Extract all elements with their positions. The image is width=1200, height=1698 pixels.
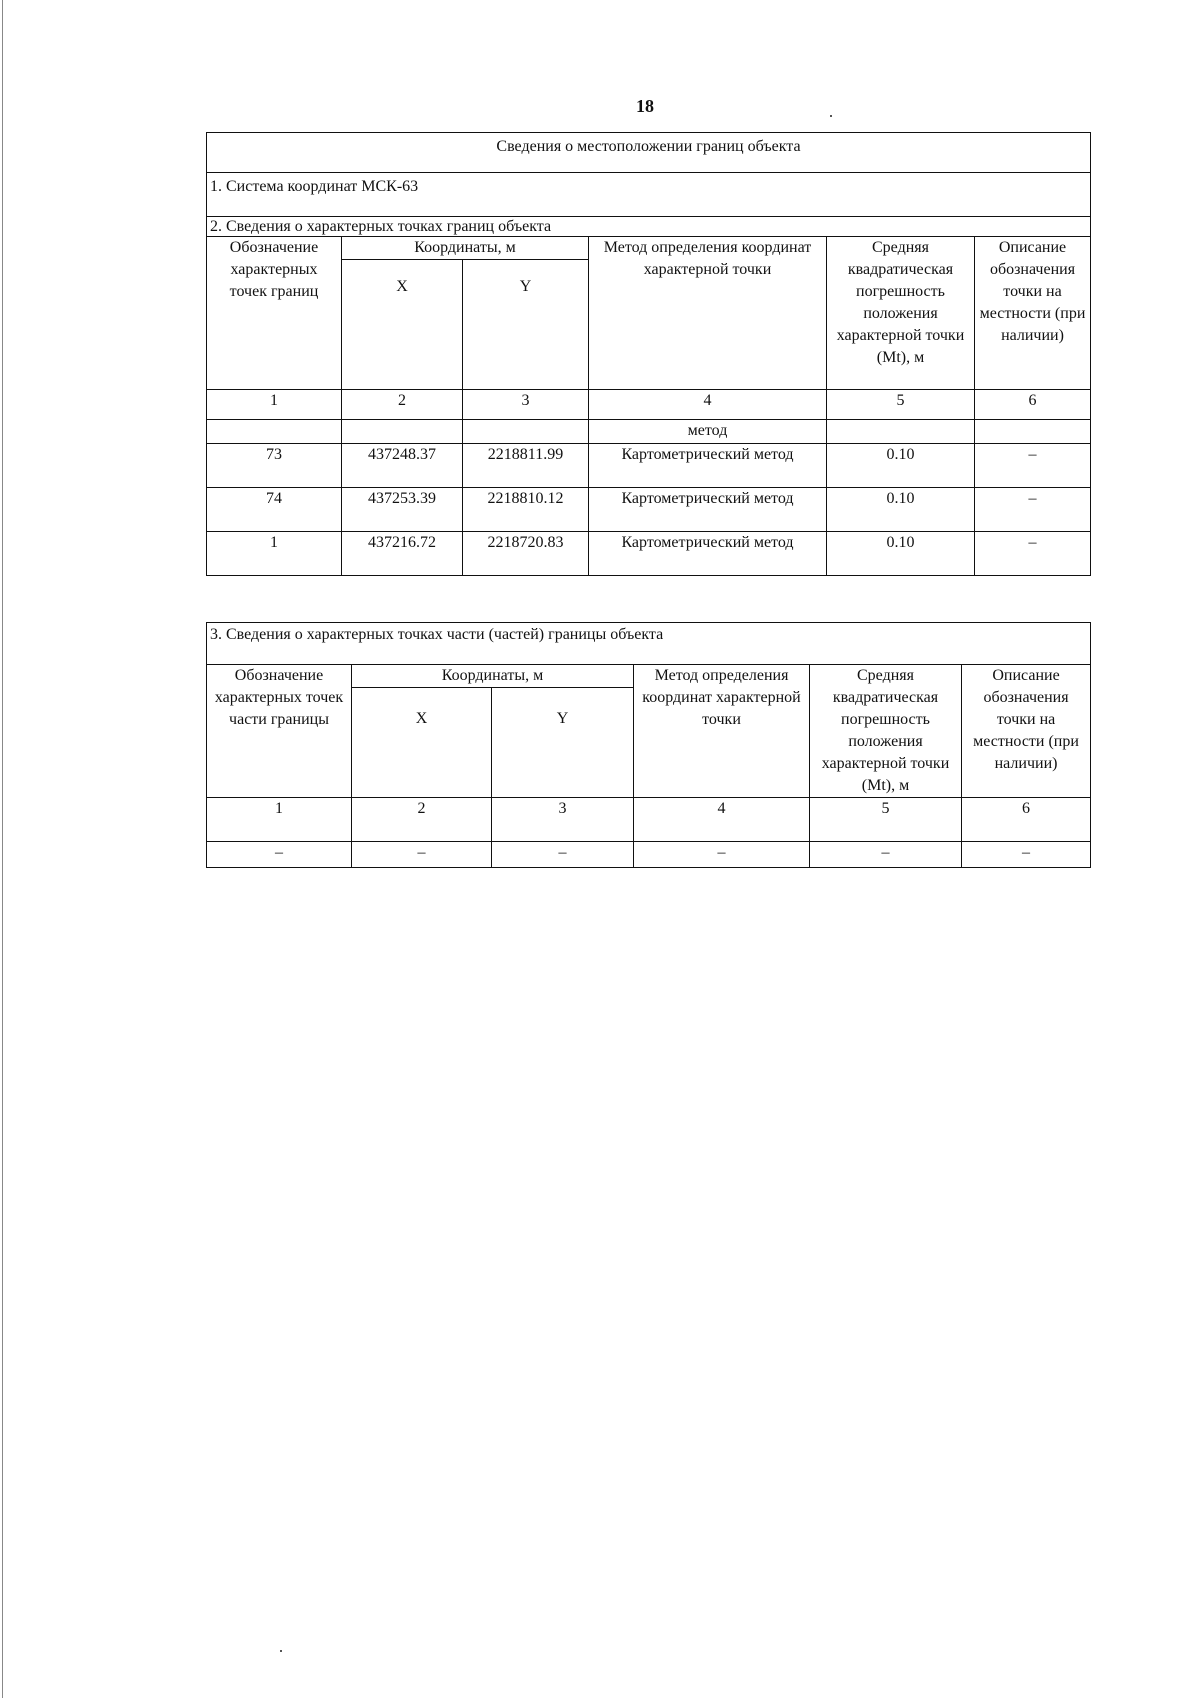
method-cell: – [634, 842, 810, 868]
column-number: 4 [634, 798, 810, 842]
scan-speck [830, 115, 832, 117]
section-3-heading: 3. Сведения о характерных точках части (частей) границы объекта [207, 623, 1091, 665]
header-error: Средняя квадратическая погрешность положения характерной точки (Mt), м [827, 237, 975, 390]
header-error: Средняя квадратическая погрешность положения характерной точки (Mt), м [810, 665, 962, 798]
point-cell: – [207, 842, 352, 868]
description-cell: – [975, 444, 1091, 488]
point-cell: 73 [207, 444, 342, 488]
table-cell [827, 420, 975, 444]
header-description: Описание обозначения точки на местности (при наличии) [962, 665, 1091, 798]
y-cell: 2218720.83 [463, 532, 589, 576]
header-point: Обозначение характерных точек части границы [207, 665, 352, 798]
header-description: Описание обозначения точки на местности (при наличии) [975, 237, 1091, 390]
header-y: Y [492, 688, 634, 798]
column-number: 3 [463, 390, 589, 420]
y-cell: 2218811.99 [463, 444, 589, 488]
header-coordinates: Координаты, м [352, 665, 634, 688]
header-x: X [352, 688, 492, 798]
method-cell: Картометрический метод [589, 532, 827, 576]
column-number: 5 [810, 798, 962, 842]
method-cell: Картометрический метод [589, 444, 827, 488]
table-title: Сведения о местоположении границ объекта [207, 133, 1091, 173]
table-row [207, 842, 1091, 868]
table-cell [207, 420, 342, 444]
header-method: Метод определения координат характерной точки [589, 237, 827, 390]
section-2-heading: 2. Сведения о характерных точках границ объекта [207, 217, 1091, 237]
point-cell: 1 [207, 532, 342, 576]
column-number: 5 [827, 390, 975, 420]
header-coordinates: Координаты, м [342, 237, 589, 260]
y-cell: 2218810.12 [463, 488, 589, 532]
x-cell: 437253.39 [342, 488, 463, 532]
x-cell: 437248.37 [342, 444, 463, 488]
error-cell: 0.10 [827, 444, 975, 488]
header-point: Обозначение характерных точек границ [207, 237, 342, 390]
point-cell: 74 [207, 488, 342, 532]
boundary-points-table [206, 132, 1091, 576]
x-cell: – [352, 842, 492, 868]
table-cell [463, 420, 589, 444]
table-row [207, 532, 1091, 576]
column-number: 6 [975, 390, 1091, 420]
page-margin-line [2, 0, 3, 1698]
error-cell: – [810, 842, 962, 868]
column-number: 3 [492, 798, 634, 842]
error-cell: 0.10 [827, 488, 975, 532]
table-cell [342, 420, 463, 444]
part-boundary-points-table [206, 622, 1091, 868]
y-cell: – [492, 842, 634, 868]
column-number: 1 [207, 390, 342, 420]
column-number: 2 [352, 798, 492, 842]
coordinate-system: 1. Система координат МСК-63 [207, 173, 1091, 217]
header-method: Метод определения координат характерной точки [634, 665, 810, 798]
description-cell: – [975, 532, 1091, 576]
x-cell: 437216.72 [342, 532, 463, 576]
table-cell [975, 420, 1091, 444]
method-cell-continued: метод [589, 420, 827, 444]
column-number: 1 [207, 798, 352, 842]
error-cell: 0.10 [827, 532, 975, 576]
page-number: 18 [636, 96, 654, 116]
scan-speck [280, 1650, 282, 1652]
table-row [207, 444, 1091, 488]
header-x: X [342, 260, 463, 390]
table-row [207, 488, 1091, 532]
column-number: 6 [962, 798, 1091, 842]
description-cell: – [975, 488, 1091, 532]
description-cell: – [962, 842, 1091, 868]
method-cell: Картометрический метод [589, 488, 827, 532]
column-number: 2 [342, 390, 463, 420]
header-y: Y [463, 260, 589, 390]
column-number: 4 [589, 390, 827, 420]
